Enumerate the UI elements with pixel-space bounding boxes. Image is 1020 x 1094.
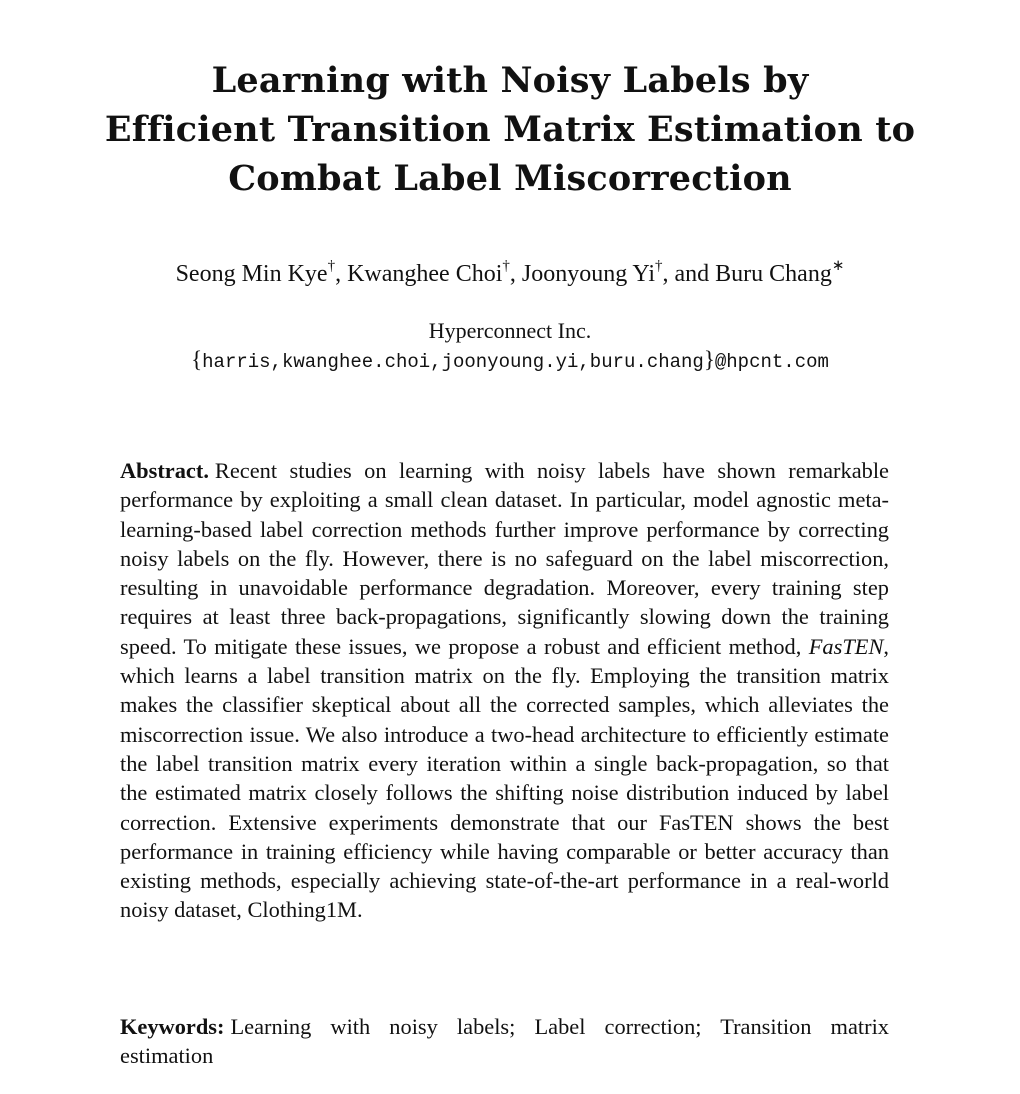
- author-list: [40, 258, 980, 290]
- author-name: Kwanghee Choi: [347, 261, 503, 287]
- keywords-label: Keywords:: [120, 1014, 225, 1039]
- author-name: Joonyoung Yi: [521, 261, 655, 287]
- author-separator: , and: [662, 261, 716, 287]
- method-name: FasTEN: [808, 633, 884, 659]
- email-close-brace: }: [703, 347, 715, 372]
- abstract-text: , which learns a label transition matrix on the fly. Employing the transition matrix makes the classifier skeptical about all the corrected samples, which alleviates the miscorrection issue. We also introduce a two-head architecture to efficiently estimate the label transition matrix every iteration within a single back-propagation, so that the estimated matrix closely follows the shifting noise distribution induced by label correction. Extensive experiments demonstrate that our FasTEN shows the best performance in training efficiency while having comparable or better accuracy than existing methods, especially achieving state-of-the-art performance in a real-world noisy dataset, Clothing1M.: [120, 633, 889, 923]
- author-name: Seong Min Kye: [175, 261, 328, 287]
- author-mark: †: [655, 258, 663, 274]
- abstract-text: Recent studies on learning with noisy labels have shown remarkable performance by exploiting a small clean dataset. In particular, model agnostic meta-learning-based label correction methods further improve performance by correcting noisy labels on the fly. However, there is no safeguard on the label miscorrection, resulting in unavoidable performance degradation. Moreover, every training step requires at least three back-propagations, significantly slowing down the training speed. To mitigate these issues, we propose a robust and efficient method,: [120, 458, 889, 659]
- keywords: [120, 1012, 889, 1071]
- author-mark: †: [327, 258, 336, 274]
- author-emails: [40, 345, 980, 377]
- abstract-label: Abstract.: [120, 458, 209, 483]
- paper-title: [60, 56, 960, 203]
- keywords-text: Learning with noisy labels; Label correction; Transition matrix estimation: [120, 1014, 889, 1069]
- author-mark: †: [502, 258, 510, 274]
- author-separator: ,: [335, 261, 348, 287]
- title-line: Combat Label Miscorrection: [228, 158, 792, 199]
- email-open-brace: {: [191, 347, 203, 372]
- email-users: harris,kwanghee.choi,joonyoung.yi,buru.chang: [202, 351, 704, 373]
- email-domain: @hpcnt.com: [714, 351, 829, 373]
- author-separator: ,: [509, 261, 522, 287]
- author-name: Buru Chang: [715, 261, 832, 287]
- affiliation: Hyperconnect Inc.: [428, 318, 592, 343]
- author-mark: ∗: [831, 258, 845, 274]
- title-line: Learning with Noisy Labels by: [211, 60, 809, 101]
- abstract: [120, 456, 889, 925]
- title-line: Efficient Transition Matrix Estimation to: [104, 109, 916, 150]
